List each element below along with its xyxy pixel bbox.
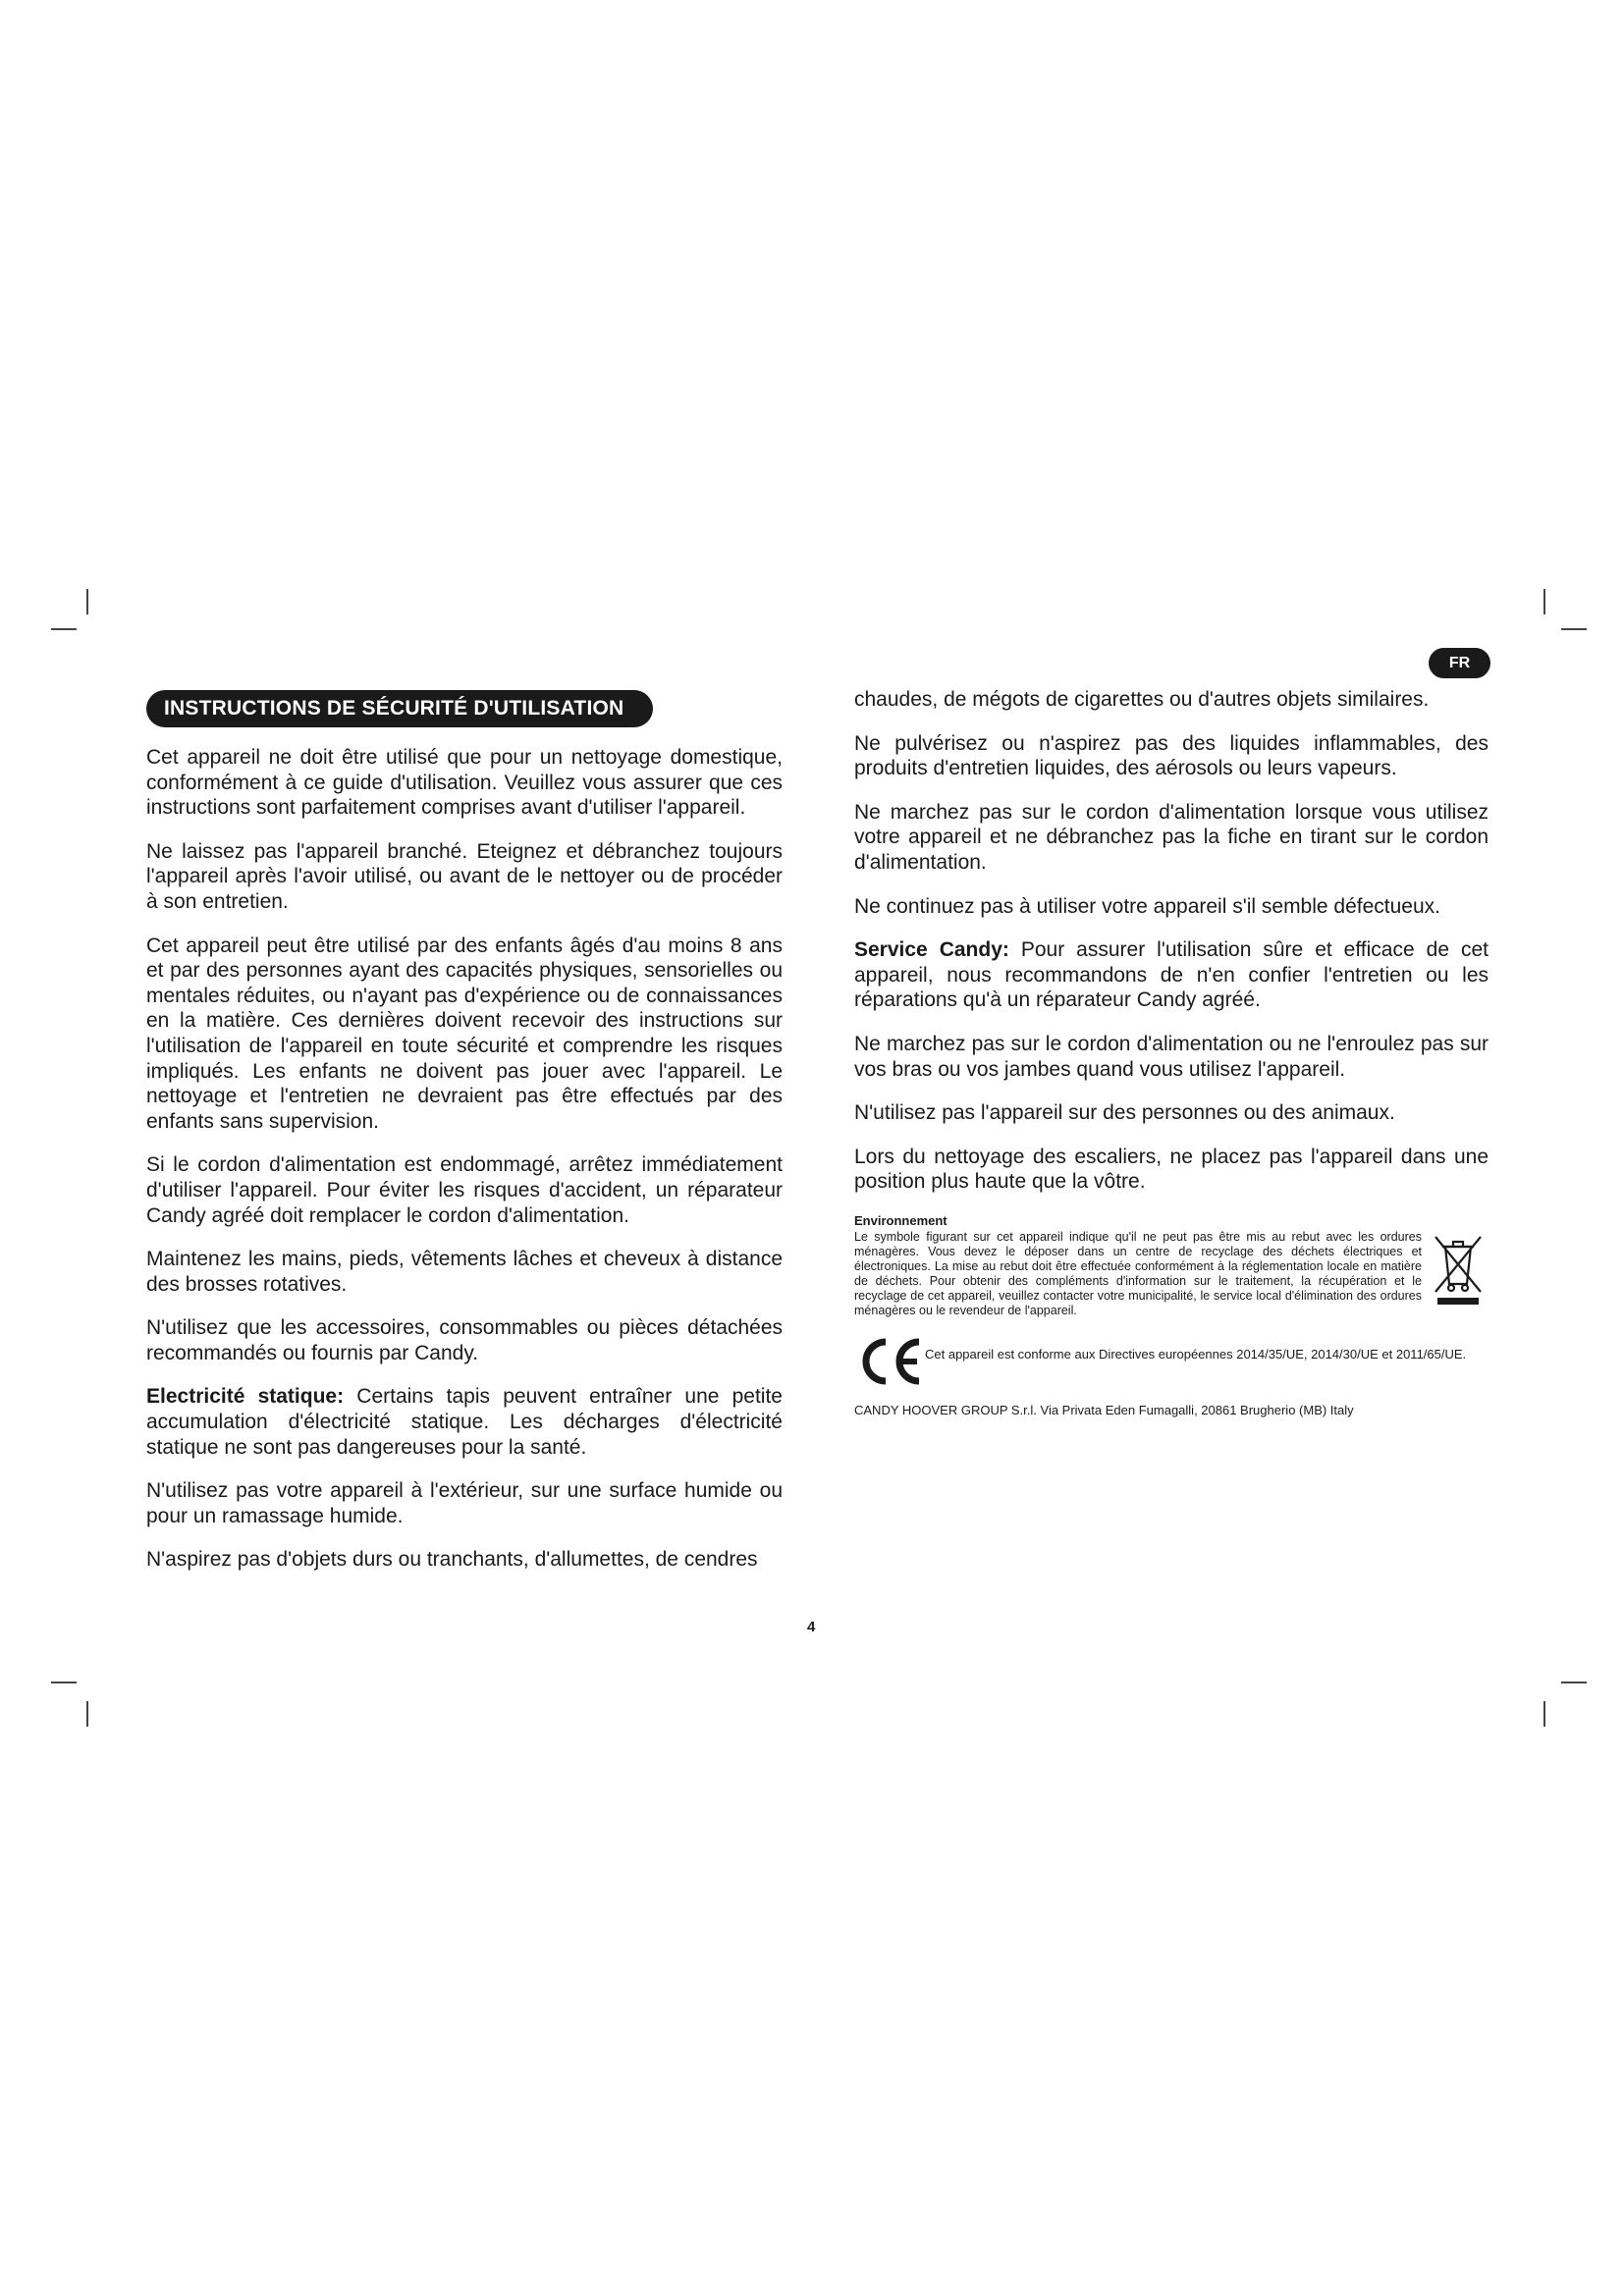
crop-mark: [1561, 1682, 1587, 1683]
page-number: 4: [807, 1619, 816, 1635]
paragraph-power-cord: Ne marchez pas sur le cordon d'alimentation lorsque vous utilisez votre appareil et ne débranchez pas la fiche en tirant sur le cordon d'alimentation.: [854, 800, 1489, 874]
paragraph-service-candy: [854, 937, 1489, 1013]
environment-paragraph: Le symbole figurant sur cet appareil indique qu'il ne peut pas être mis au rebut avec les ordures ménagères. Vous devez le déposer dans un centre de recyclage des déchets électriques et électroniques. La mise au rebut doit être effectuée conformément à la réglementation locale en matière de déchets. Pour obtenir des compléments d'information sur le traitement, la récupération et le recyclage de cet appareil, veuillez contacter votre municipalité, le service local d'élimination des ordures ménagères ou le revendeur de l'appareil.: [854, 1229, 1422, 1317]
left-column: [146, 690, 783, 1591]
paragraph-outdoor-use: N'utilisez pas votre appareil à l'extérieur, sur une surface humide ou pour un ramassage humide.: [146, 1479, 783, 1527]
service-candy-label: Service Candy:: [854, 938, 1009, 962]
crop-mark: [1543, 1701, 1545, 1727]
ce-mark-icon: [854, 1336, 923, 1387]
company-address: CANDY HOOVER GROUP S.r.l. Via Privata Eden Fumagalli, 20861 Brugherio (MB) Italy: [854, 1402, 1354, 1417]
paragraph-children: Cet appareil peut être utilisé par des enfants âgés d'au moins 8 ans et par des personnes ayant des capacités physiques, sensorielles ou mentales réduites, ou n'ayant pas d'expérience ou de connaissances en la matière. Ces dernières doivent recevoir des instructions sur l'utilisation de l'appareil en toute sécurité et comprendre les risques impliqués. Les enfants ne doivent pas jouer avec l'appareil. Le nettoyage et l'entretien ne devraient pas être effectués par des enfants sans supervision.: [146, 934, 783, 1133]
right-column: [854, 687, 1489, 1417]
paragraph-flammable-liquids: Ne pulvérisez ou n'aspirez pas des liquides inflammables, des produits d'entretien liquides, des aérosols ou leurs vapeurs.: [854, 731, 1489, 780]
paragraph-defective: Ne continuez pas à utiliser votre appareil s'il semble défectueux.: [854, 894, 1440, 918]
crop-mark: [86, 1701, 88, 1727]
language-badge: FR: [1429, 648, 1490, 678]
paragraph-damaged-cord: Si le cordon d'alimentation est endommagé, arrêtez immédiatement d'utiliser l'appareil. Pour éviter les risques d'accident, un réparateur Candy agréé doit remplacer le cordon d'alimentation.: [146, 1153, 783, 1227]
paragraph-people-animals: N'utilisez pas l'appareil sur des personnes ou des animaux.: [854, 1101, 1395, 1125]
static-electricity-text: Certains tapis peuvent entraîner une petite accumulation d'électricité statique. Les décharges d'électricité statique ne sont pas dangereuses pour la santé.: [146, 1385, 783, 1459]
static-electricity-label: Electricité statique:: [146, 1385, 345, 1409]
paragraph-cord-wrap: Ne marchez pas sur le cordon d'alimentation ou ne l'enroulez pas sur vos bras ou vos jambes quand vous utilisez l'appareil.: [854, 1032, 1489, 1081]
environment-section: [854, 1213, 1489, 1318]
paragraph-domestic-use: Cet appareil ne doit être utilisé que pour un nettoyage domestique, conformément à ce guide d'utilisation. Veuillez vous assurer que ces instructions sont parfaitement comprises avant d'utiliser l'appareil.: [146, 746, 783, 820]
paragraph-rotating-brushes: Maintenez les mains, pieds, vêtements lâches et cheveux à distance des brosses rotatives.: [146, 1248, 783, 1296]
crop-mark: [51, 1682, 77, 1683]
paragraph-static-electricity: [146, 1384, 783, 1460]
environment-text: [854, 1230, 1489, 1318]
paragraph-cigarettes: chaudes, de mégots de cigarettes ou d'autres objets similaires.: [854, 688, 1430, 711]
crop-mark: [51, 628, 77, 630]
paragraph-accessories: N'utilisez que les accessoires, consommables ou pièces détachées recommandés ou fournis par Candy.: [146, 1316, 783, 1364]
paragraph-hard-objects: N'aspirez pas d'objets durs ou tranchants, d'allumettes, de cendres: [146, 1548, 758, 1572]
paragraph-unplug: Ne laissez pas l'appareil branché. Eteignez et débranchez toujours l'appareil après l'avoir utilisé, ou avant de le nettoyer ou de procéder à son entretien.: [146, 839, 783, 913]
service-candy-text: Pour assurer l'utilisation sûre et efficace de cet appareil, nous recommandons de n'en confier l'entretien ou les réparations qu'à un réparateur Candy agréé.: [854, 938, 1489, 1012]
ce-text: Cet appareil est conforme aux Directives européennes 2014/35/UE, 2014/30/UE et 2011/65/UE.: [925, 1346, 1467, 1362]
environment-title: Environnement: [854, 1212, 947, 1228]
crop-mark: [1543, 589, 1545, 614]
weee-crossed-bin-icon: [1432, 1233, 1485, 1306]
ce-conformity: [854, 1336, 1489, 1387]
section-title: INSTRUCTIONS DE SÉCURITÉ D'UTILISATION: [146, 690, 653, 727]
paragraph-stairs: Lors du nettoyage des escaliers, ne placez pas l'appareil dans une position plus haute que la vôtre.: [854, 1145, 1489, 1194]
crop-mark: [86, 589, 88, 614]
crop-mark: [1561, 628, 1587, 630]
